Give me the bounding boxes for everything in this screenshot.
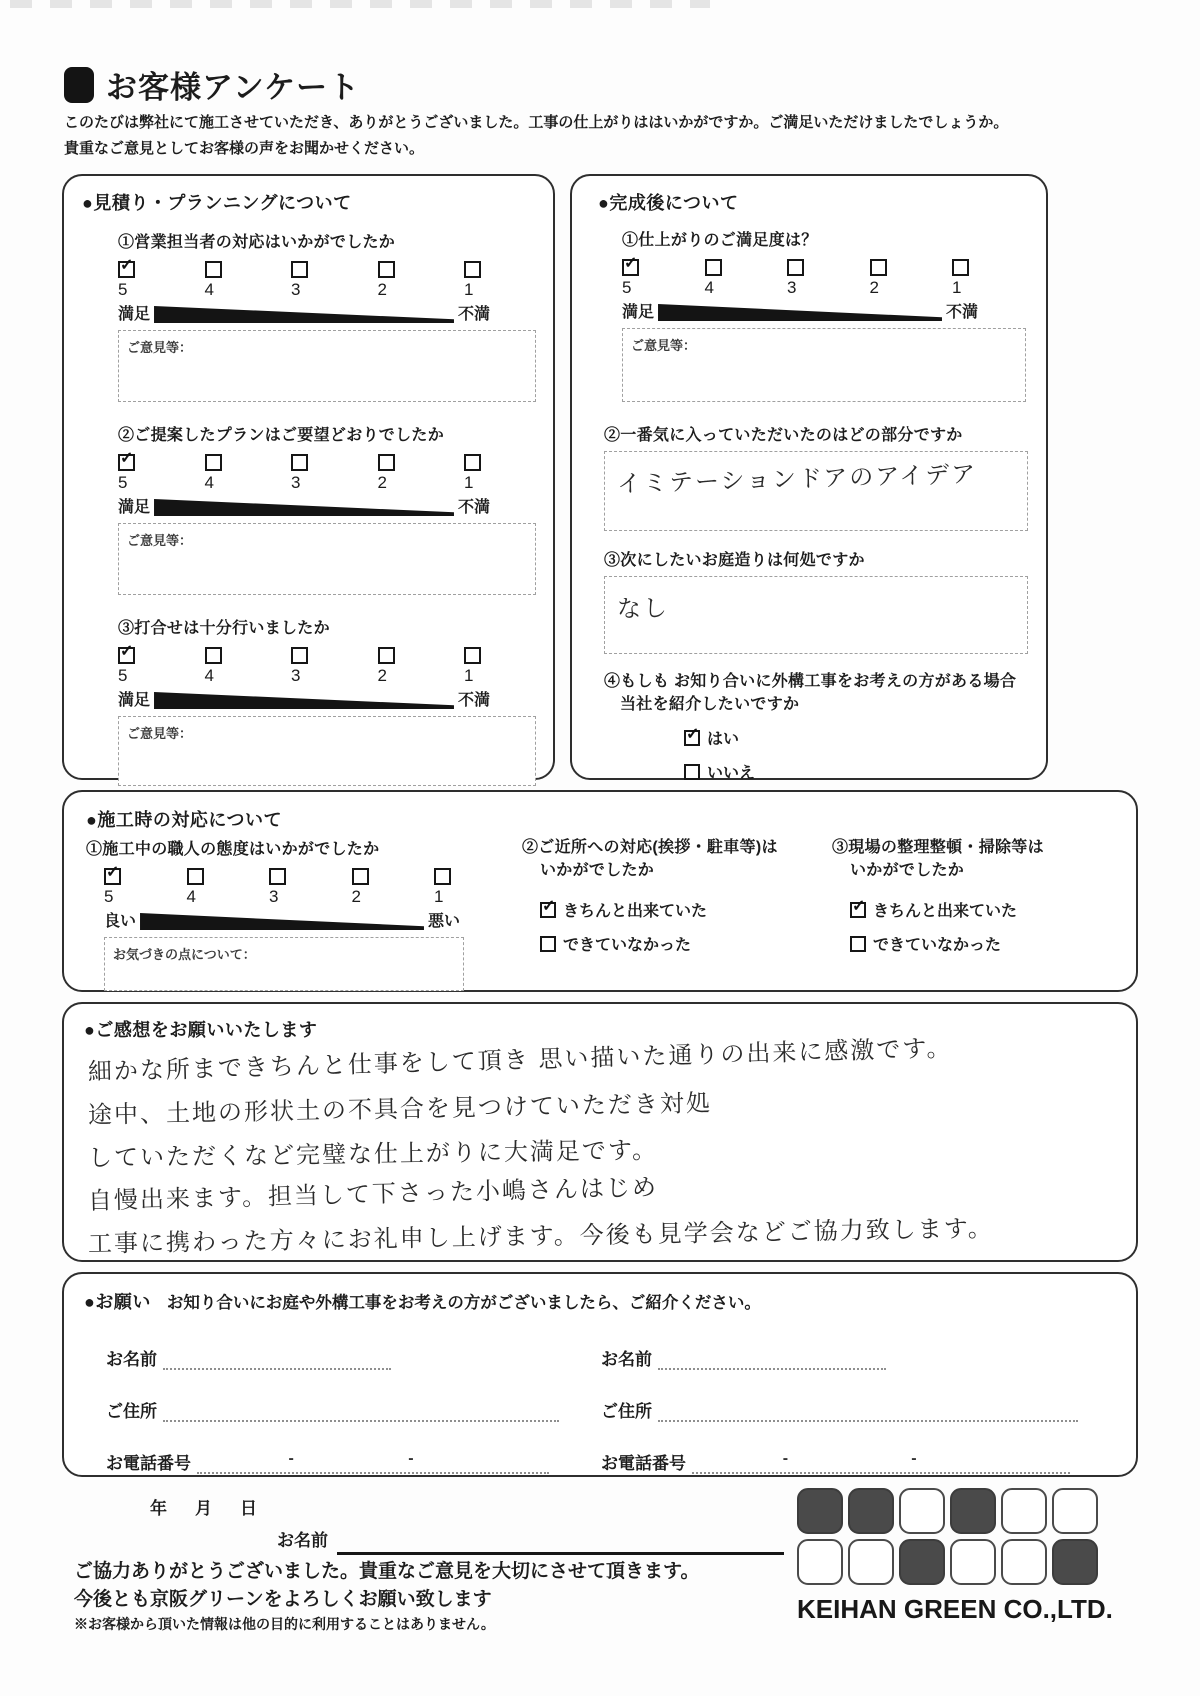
logo-grid [797,1488,1103,1585]
construction-q1-comment-box[interactable]: お気づきの点について： [104,937,464,991]
rating-option-5[interactable]: ✓ 5 [118,450,134,492]
section-construction [62,790,1138,992]
referral-address-field[interactable] [163,1400,559,1422]
check-icon: ✓ [624,255,638,272]
construction-q2-label-line2: いかがでしたか [540,862,655,879]
completion-q1-comment-box[interactable]: ご意見等： [622,328,1026,402]
logo-square [1001,1488,1047,1534]
rating-option-3[interactable]: 3 [787,259,813,298]
referral-phone-field[interactable]: - - [197,1452,549,1474]
check-icon: ✓ [852,897,866,915]
checkbox-checked[interactable] [622,255,639,276]
planning-header: ●見積り・プランニングについて [82,193,352,213]
completion-q3-answer-box[interactable] [604,576,1028,654]
logo-square [848,1539,894,1585]
referral-header-text: お知り合いにお庭や外構工事をお考えの方がございましたら、ご紹介ください。 [166,1294,761,1312]
referral-address-field[interactable] [658,1400,1078,1422]
check-icon: ✓ [120,643,134,660]
rating-option-1[interactable]: 1 [464,647,490,686]
construction-q3-label-line2: いかがでしたか [850,862,965,879]
month-label: 月 [195,1499,212,1518]
referral-name-field[interactable] [163,1348,391,1370]
referral-name-label: お名前 [106,1350,157,1369]
rating-option-5[interactable]: ✓ 5 [118,257,134,299]
section-referral [62,1272,1138,1477]
rating-option-3[interactable]: 3 [291,454,317,493]
footer-name-field[interactable] [337,1552,784,1555]
quality-scale: 良い 悪い [104,913,460,930]
year-label: 年 [150,1499,167,1518]
planning-q3-label: ③打合せは十分行いましたか [118,620,330,637]
checkbox-empty[interactable] [378,647,395,664]
planning-q3-rating [118,643,490,686]
check-icon: ✓ [120,257,134,274]
intro-line2: 貴重なご意見としてお客様の声をお聞かせください。 [64,140,425,157]
rating-option-2[interactable]: 2 [378,261,404,300]
logo-square [848,1488,894,1534]
rating-option-1[interactable]: 1 [464,261,490,300]
scale-wedge [154,499,454,516]
rating-option-4[interactable]: 4 [187,868,213,907]
rating-option-3[interactable]: 3 [269,868,295,907]
planning-q1-comment-box[interactable]: ご意見等： [118,330,536,402]
handwritten-line: 途中、土地の形状土の不具合を見つけていただき対処 [87,1090,713,1129]
handwritten-line: 細かな所まできちんと仕事をして頂き 思い描いた通りの出来に感激です。 [87,1034,953,1086]
checkbox-empty[interactable] [870,259,887,276]
completion-q4-no[interactable]: いいえ [684,760,1026,783]
checkbox-empty[interactable] [205,454,222,471]
completion-q4-yes[interactable]: ✓ はい [686,725,740,748]
check-icon: ✓ [120,450,134,467]
scan-artifact [10,0,710,8]
checkbox-checked[interactable] [118,257,135,278]
checkbox-empty[interactable] [464,261,481,278]
handwritten-line: 工事に携わった方々にお礼申し上げます。今後も見学会などご協力致します。 [87,1215,995,1258]
completion-header: ●完成後について [598,193,739,213]
checkbox-empty[interactable] [540,936,556,952]
checkbox-checked[interactable] [684,725,700,746]
section-completion [570,174,1048,780]
satisfaction-scale: 満足 不満 [118,499,490,516]
checkbox-checked[interactable] [104,864,121,885]
intro-line1: このたびは弊社にて施工させていただき、ありがとうございました。工事の仕上がりははいかがですか。ご満足いただけましたでしょうか。 [64,114,1009,131]
handwritten-line: していただくなど完璧な仕上がりに大満足です。 [87,1137,659,1172]
intro-text [64,110,1154,162]
checkbox-empty[interactable] [684,764,700,780]
satisfaction-scale: 満足 不満 [118,306,490,323]
referral-address-label: ご住所 [601,1402,652,1421]
rating-option-2[interactable]: 2 [378,454,404,493]
completion-q4-label-line1: ④もしも お知り合いに外構工事をお考えの方がある場合 [604,673,1017,690]
checkbox-empty[interactable] [850,936,866,952]
referral-name-field[interactable] [658,1348,886,1370]
construction-header: ●施工時の対応について [86,810,283,830]
referral-header-label: ●お願い [84,1292,151,1312]
company-name: KEIHAN GREEN CO.,LTD. [797,1594,1113,1624]
handwritten-answer: イミテーションドアのアイデア [616,460,978,498]
feedback-header: ●ご感想をお願いいたします [84,1020,318,1040]
checkbox-empty[interactable] [291,261,308,278]
footer-name-label: お名前 [277,1531,328,1550]
logo-square [950,1539,996,1585]
construction-q2-not-done[interactable]: できていなかった [540,932,832,955]
satisfaction-scale: 満足 不満 [118,692,490,709]
checkbox-empty[interactable] [291,454,308,471]
completion-q1-label: ①仕上がりのご満足度は？ [622,232,818,249]
planning-q1-rating [118,257,490,300]
thanks-line1: ご協力ありがとうございました。貴重なご意見を大切にさせて頂きます。 [74,1561,700,1582]
check-icon: ✓ [686,725,700,743]
logo-square [1052,1539,1098,1585]
rating-option-2[interactable]: 2 [352,868,378,907]
rating-option-1[interactable]: 1 [464,454,490,493]
page-title: お客様アンケート [106,70,361,105]
section-planning [62,174,555,780]
logo-square [899,1488,945,1534]
rating-option-2[interactable]: 2 [378,647,404,686]
construction-q3-done[interactable]: ✓ きちんと出来ていた [852,897,1018,920]
title-square-icon [64,67,94,103]
construction-q2-label-line1: ②ご近所への対応(挨拶・駐車等)は [522,839,778,856]
checkbox-checked[interactable] [118,643,135,664]
checkbox-checked[interactable] [850,897,866,918]
checkbox-empty[interactable] [705,259,722,276]
referral-phone-field[interactable]: - - [692,1452,1070,1474]
day-label: 日 [240,1499,257,1518]
rating-option-4[interactable]: 4 [705,259,731,298]
logo-square [1052,1488,1098,1534]
checkbox-empty[interactable] [291,647,308,664]
privacy-note: ※お客様から頂いた情報は他の目的に利用することはありません。 [74,1616,495,1632]
handwritten-line: 自慢出来ます。担当して下さった小嶋さんはじめ [87,1174,659,1215]
scale-wedge [140,913,424,930]
rating-option-4[interactable]: 4 [205,261,231,300]
rating-option-4[interactable]: 4 [205,454,231,493]
title-row [64,62,360,107]
scale-wedge [154,692,454,709]
planning-q1-label: ①営業担当者の対応はいかがでしたか [118,234,396,251]
checkbox-empty[interactable] [378,454,395,471]
planning-q2-label: ②ご提案したプランはご要望どおりでしたか [118,427,445,444]
planning-q2-comment-box[interactable]: ご意見等： [118,523,536,595]
checkbox-empty[interactable] [464,647,481,664]
planning-q2-rating [118,450,490,493]
completion-q4-label-line2: 当社を紹介したいですか [620,696,800,713]
checkbox-empty[interactable] [787,259,804,276]
planning-q3-comment-box[interactable]: ご意見等： [118,716,536,786]
logo-square [797,1539,843,1585]
checkbox-empty[interactable] [352,868,369,885]
referral-name-label: お名前 [601,1350,652,1369]
rating-option-5[interactable]: ✓ 5 [622,255,638,297]
scale-wedge [658,304,942,321]
completion-q2-answer-box[interactable] [604,451,1028,531]
checkbox-empty[interactable] [434,868,451,885]
rating-option-3[interactable]: 3 [291,261,317,300]
rating-option-5[interactable]: ✓ 5 [104,864,120,906]
section-feedback [62,1002,1138,1262]
checkbox-checked[interactable] [118,450,135,471]
thanks-line2: 今後とも京阪グリーンをよろしくお願い致します [74,1589,492,1610]
handwritten-answer: なし [616,595,670,623]
check-icon: ✓ [106,864,120,881]
satisfaction-scale: 満足 不満 [622,304,978,321]
checkbox-checked[interactable] [540,897,556,918]
rating-option-1[interactable]: 1 [434,868,460,907]
checkbox-empty[interactable] [952,259,969,276]
referral-phone-label: お電話番号 [601,1454,686,1473]
checkbox-empty[interactable] [269,868,286,885]
check-icon: ✓ [542,897,556,915]
construction-q1-rating [104,864,460,907]
company-logo [797,1488,1113,1625]
checkbox-empty[interactable] [205,261,222,278]
checkbox-empty[interactable] [464,454,481,471]
rating-option-2[interactable]: 2 [870,259,896,298]
construction-q3-label-line1: ③現場の整理整頓・掃除等は [832,839,1044,856]
rating-option-3[interactable]: 3 [291,647,317,686]
scale-wedge [154,306,454,323]
logo-square [797,1488,843,1534]
logo-square [899,1539,945,1585]
date-fields[interactable] [150,1494,257,1519]
referral-address-label: ご住所 [106,1402,157,1421]
rating-option-4[interactable]: 4 [205,647,231,686]
logo-square [950,1488,996,1534]
checkbox-empty[interactable] [378,261,395,278]
referral-phone-label: お電話番号 [106,1454,191,1473]
rating-option-1[interactable]: 1 [952,259,978,298]
completion-q1-rating [622,255,978,298]
completion-q2-label: ②一番気に入っていただいたのはどの部分ですか [604,427,963,444]
checkbox-empty[interactable] [187,868,204,885]
feedback-handwriting[interactable] [87,1034,1114,1267]
checkbox-empty[interactable] [205,647,222,664]
completion-q3-label: ③次にしたいお庭造りは何処ですか [604,552,865,569]
construction-q1-label: ①施工中の職人の態度はいかがでしたか [86,841,380,858]
logo-square [1001,1539,1047,1585]
construction-q2-done[interactable]: ✓ きちんと出来ていた [542,897,708,920]
rating-option-5[interactable]: ✓ 5 [118,643,134,685]
construction-q3-not-done[interactable]: できていなかった [850,932,1132,955]
